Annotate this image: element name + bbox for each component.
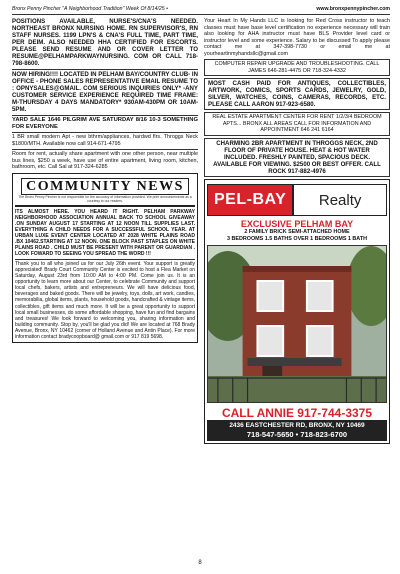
pelbay-contact-bar [207, 420, 387, 441]
apartment-ad: 1 BR small modern Apt - new bthrm/appliances, hardwd flrs. Throggs Neck $1800/MTH. Available now call 914-671-4795 [12, 134, 198, 147]
community-news-box [12, 173, 198, 343]
charming-apartment-ad: CHARMING 2BR APARTMENT IN THROGGS NECK, 2ND FLOOR OF PRIVATE HOUSE. HEAT & HOT WATER INCLUDED. FRESHLY PAINTED, SPACIOUS DECK. AVAILABLE FOR VIEWING. $2500 OR BEST OFFER. CALL ROCK 917-882-4976 [204, 138, 390, 177]
pelbay-headline: EXCLUSIVE PELHAM BAY [240, 219, 354, 230]
community-news-item-1 [15, 209, 195, 257]
instructor-ad: Your Heart In My Hands LLC is looking for Red Cross instructor to teach classes must have base level certification no experience necessary will train also looking for AHA instructor must have BLS Provider level card or instructor level and some experience. Salary to be discussed To apply please contact me at 347-398-7730 or email me at yourheartinmyhandsllc@gmail.com [204, 18, 390, 57]
back-to-school-text: ITS ALMOST HERE. YOU HEARD IT RIGHT. PELHAM PARKWAY NEIGHBORHOOD ASSOCIATION ANNUAL BACK TO SCHOOL GIVEAWAY .ON SUNDAY AUGUST 17 STARTING AT 12 NOON TILL SUPPLIES LAST. EVERYTHING A CHILD NEEDS FOR A SUCCESSFUL SCHOOL YEAR. AT URBAN LUXE EVENT CENTER LOCATED AT 2028 WHITE PLAINS ROAD .BX 10462.STARTING AT 12 NOON. ONE BLOCK PAST STAPLES ON WHITE PLAINS ROAD . CHILD MUST BE PRESENT WITH PARENT OR GUARDIAN . LOOK FOWARD TO SEEING YOU SPREAD THE WORD !!! [15, 208, 195, 258]
room-rent-ad: Room for rent, actually share apartment with one other person, near multiple bus lines, $250 a week, have use of entire apartment, living room, kitchen, bathroom, etc. Call Sal at 917-324-6285 [12, 151, 198, 171]
computer-repair-ad: COMPUTER REPAIR UPGRADE AND TROUBLESHOOTING. CALL JAMES 646-281-4475 OR 718-324-4332 [204, 59, 390, 76]
left-column [12, 18, 198, 343]
pelbay-call-annie: CALL ANNIE 917-744-3375 [221, 406, 373, 421]
right-column [204, 18, 390, 444]
community-news-masthead [15, 176, 195, 207]
flea-market-text: Thank you to all who joined us for our July 26th event. Your support is greatly appreciated! Brady Court Community Center is excited to host a Flea Market on Saturday, August 23rd from 10:00 AM to 4:00 PM. Come join us. It is an opportunity to learn more about our Center, to celebrate Community and support local chefs, bakers, artists and entrepreneurs. We will have delicious food, beverages and baked goods. There will be jewelry, toys, dolls, art work, candles, memorabilia, global items, plants, household goods, handcrafted & vintage items, collectibles, gift items and much more. It will be a great opportunity to support local small businesses, do some affordable shopping, have fun and find bargains and treasures! We look forward to welcoming you, sharing information and building community. Stop by, you'll be glad you did! We are located at 768 Brady Avenue, Bronx, NY 10462 (corner of Holland Avenue and Antin Place). For more information contact bradycoopboard@ gmail.com or 917 819 5698. [15, 261, 195, 340]
newspaper-page [12, 6, 390, 568]
pelbay-logo-realty: Realty [292, 185, 386, 215]
nursing-ad: POSITIONS AVAILABLE, NURSE'S/CNA'S NEEDED. NORTHEAST BRONX NURSING HOME. RN SUPERVISOR'S, RN STAFF NURSES. 1199 LPN'S & CNA'S FULL TIME, PART TIME, PER DEIM. ALSO NEEDED HHA CERTIFIED FOR ESCORTS. PLEASE SEND RESUME AND OR COVER LETTER TO RESUME@PELHAMPARKWAYNURSING. COM OR CALL 718-798-8600. [12, 18, 198, 67]
pelbay-ad [204, 179, 390, 444]
house-photo-image [208, 246, 386, 402]
pelbay-subtitle-2: 3 BEDROOMS 1.5 BATHS OVER 1 BEDROOMS 1 BATH [227, 235, 367, 242]
community-news-tagline: The Bronx Penny Pincher is not responsible for the accuracy of information provided. We print announcements as a courtesy to our readers. [18, 194, 192, 203]
community-news-title: COMMUNITY NEWS [21, 178, 189, 195]
pelbay-phones: 718-547-5650 • 718-823-6700 [246, 430, 348, 440]
pelbay-logo-name: PEL-BAY [208, 185, 292, 215]
pelbay-address: 2436 EASTCHESTER RD, BRONX, NY 10469 [229, 422, 365, 430]
page-header [12, 6, 390, 15]
pelbay-logo [207, 184, 387, 216]
house-photo [207, 245, 387, 403]
community-news-item-2 [15, 259, 195, 340]
hiring-ad: NOW HIRING!!!! LOCATED IN PELHAM BAY/COUNTRY CLUB- IN OFFICE - PHONE SALES REPRESENTATIVE EMAIL RESUME TO : OPNYSALES@GMAIL. COM SERIOUS INQUIRIES ONLY* -ANY CUSTOMER SERVICE EXPERIENCE REQUIRED TIME FRAME: M-THURSDAY 4 DAYS MANDATORY* 930AM-430PM OR 10AM-5PM. [12, 71, 198, 113]
yard-sale-ad: YARD SALE 1646 PILGRIM AVE SATURDAY 8/16 10-3 SOMETHING FOR EVERYONE [12, 117, 198, 130]
real-estate-ad: REAL ESTATE APARTMENT CENTER FOR RENT 1/2/3/4 BEDROOM APTS... BRONX ALL AREAS CALL FOR INFORMATION AND APPOINTMENT 646 241 6164 [204, 112, 390, 136]
pelbay-subtitle-1: 2 FAMILY BRICK SEMI-ATTACHED HOME [244, 229, 350, 236]
header-url[interactable]: www.bronxpennypincher.com [316, 6, 390, 12]
header-title: Bronx Penny Pincher "A Neighborhood Tradition" Week Of 8/14/25 • [12, 6, 168, 12]
page-number: 8 [198, 560, 202, 566]
cash-paid-ad: MOST CASH PAID FOR ANTIQUES, COLLECTIBLES, ARTWORK, COMICS, SPORTS CARDS, JEWELRY, GOLD, SILVER, WATCHES, COINS, CAMERAS, RECORDS, ETC. PLEASE CALL AARON 917-923-6580. [204, 78, 390, 110]
